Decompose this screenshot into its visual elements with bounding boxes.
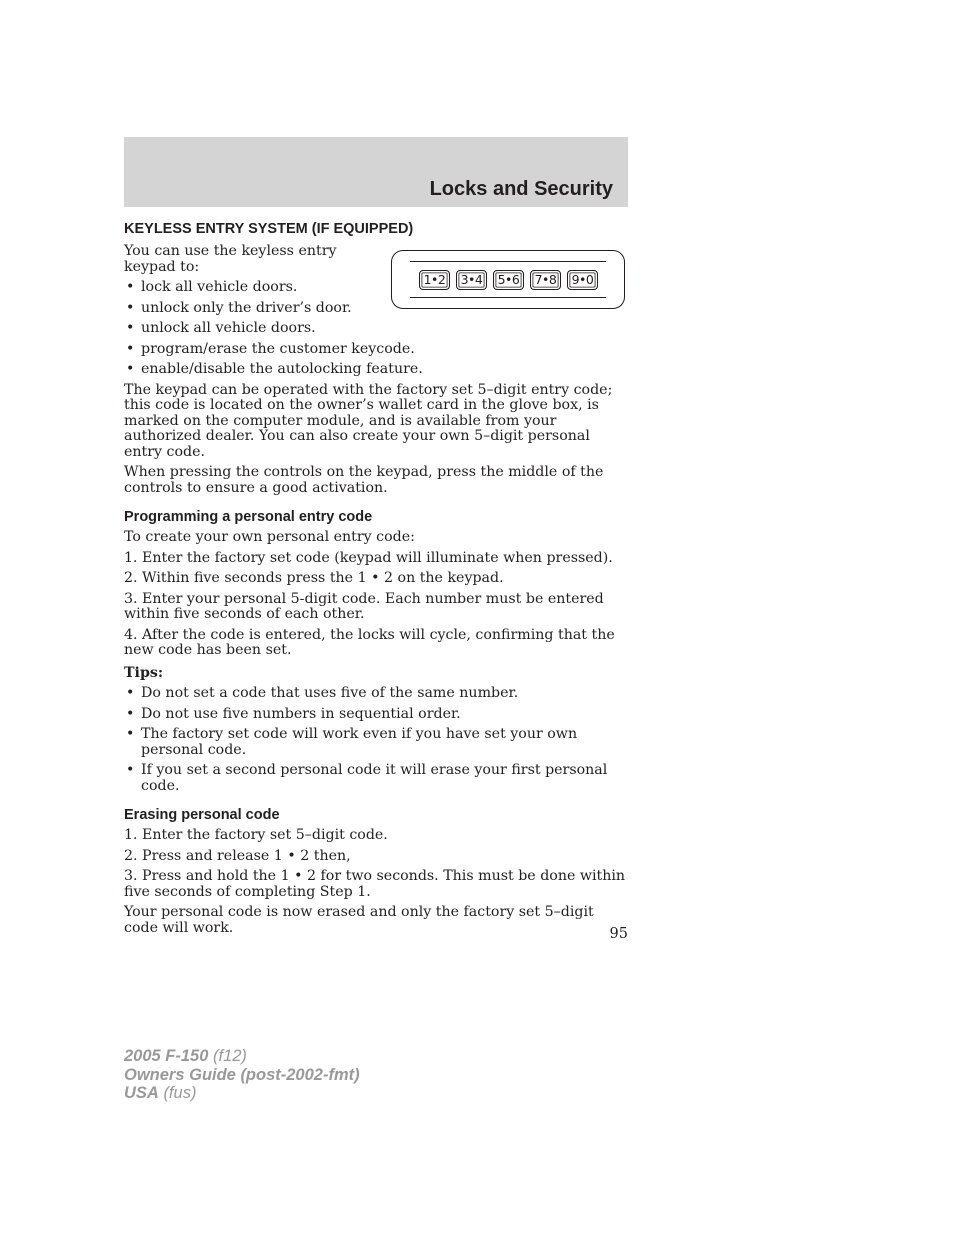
- footer-line-model: [124, 1047, 360, 1066]
- tips-list: [124, 686, 628, 794]
- footer-region: USA: [124, 1084, 159, 1102]
- list-item: • enable/disable the autolocking feature.: [124, 362, 628, 378]
- footer-model-code: (f12): [213, 1047, 247, 1065]
- programming-steps: [124, 551, 628, 659]
- keyless-entry-heading: KEYLESS ENTRY SYSTEM (IF EQUIPPED): [124, 221, 414, 237]
- programming-heading: Programming a personal entry code: [124, 509, 373, 525]
- list-item: • Do not set a code that uses five of the same number.: [124, 686, 628, 702]
- list-item: • program/erase the customer keycode.: [124, 342, 628, 358]
- page-content: [124, 220, 628, 941]
- section-header-band: [124, 137, 628, 207]
- erasing-heading: Erasing personal code: [124, 807, 280, 823]
- step-item: 1. Enter the factory set 5–digit code.: [124, 827, 388, 843]
- list-item: • Do not use five numbers in sequential order.: [124, 707, 628, 723]
- erasing-steps: [124, 828, 628, 900]
- keypad-key-9-0: 9•0: [567, 270, 598, 290]
- list-item: • The factory set code will work even if you have set your own personal code.: [124, 727, 628, 758]
- intro-text: You can use the keyless entry keypad to:: [124, 243, 337, 275]
- list-item: • lock all vehicle doors.: [124, 280, 628, 296]
- keypad-key-1-2: 1•2: [419, 270, 450, 290]
- list-item: • unlock all vehicle doors.: [124, 321, 628, 337]
- pressing-controls-paragraph: When pressing the controls on the keypad, press the middle of the controls to ensure a good activation.: [124, 464, 604, 496]
- step-item: 2. Press and release 1 • 2 then,: [124, 847, 351, 864]
- section-title: Locks and Security: [429, 178, 613, 200]
- footer-line-guide: [124, 1066, 360, 1085]
- footer-line-region: [124, 1084, 360, 1103]
- document-footer: [124, 1047, 360, 1103]
- erasing-closing-paragraph: Your personal code is now erased and only the factory set 5–digit code will work.: [124, 904, 594, 936]
- step-item: 1. Enter the factory set code (keypad will illuminate when pressed).: [124, 549, 613, 566]
- footer-model: 2005 F-150: [124, 1047, 209, 1065]
- list-item: • unlock only the driver’s door.: [124, 301, 628, 317]
- keypad-uses-list: [124, 280, 628, 378]
- list-item: • If you set a second personal code it will erase your first personal code.: [124, 763, 628, 794]
- step-item: 3. Enter your personal 5-digit code. Each number must be entered within five seconds of each other.: [124, 590, 604, 622]
- footer-guide: Owners Guide (post-2002-fmt): [124, 1065, 360, 1084]
- footer-region-code: (fus): [163, 1084, 197, 1102]
- keypad-key-7-8: 7•8: [530, 270, 561, 290]
- step-item: 3. Press and hold the 1 • 2 for two seconds. This must be done within five seconds of completing Step 1.: [124, 868, 626, 900]
- step-item: 2. Within five seconds press the 1 • 2 on the keypad.: [124, 570, 504, 586]
- keypad-key-5-6: 5•6: [493, 270, 524, 290]
- programming-intro: To create your own personal entry code:: [124, 529, 415, 545]
- tips-label: Tips:: [124, 664, 164, 681]
- step-item: 4. After the code is entered, the locks will cycle, confirming that the new code has been set.: [124, 626, 615, 658]
- page-number: 95: [609, 926, 628, 942]
- keypad-key-3-4: 3•4: [456, 270, 487, 290]
- factory-code-paragraph: The keypad can be operated with the factory set 5–digit entry code; this code is located on the owner’s wallet card in the glove box, is marked on the computer module, and is available from your authorized dealer. You can also create your own 5–digit personal entry code.: [124, 381, 613, 460]
